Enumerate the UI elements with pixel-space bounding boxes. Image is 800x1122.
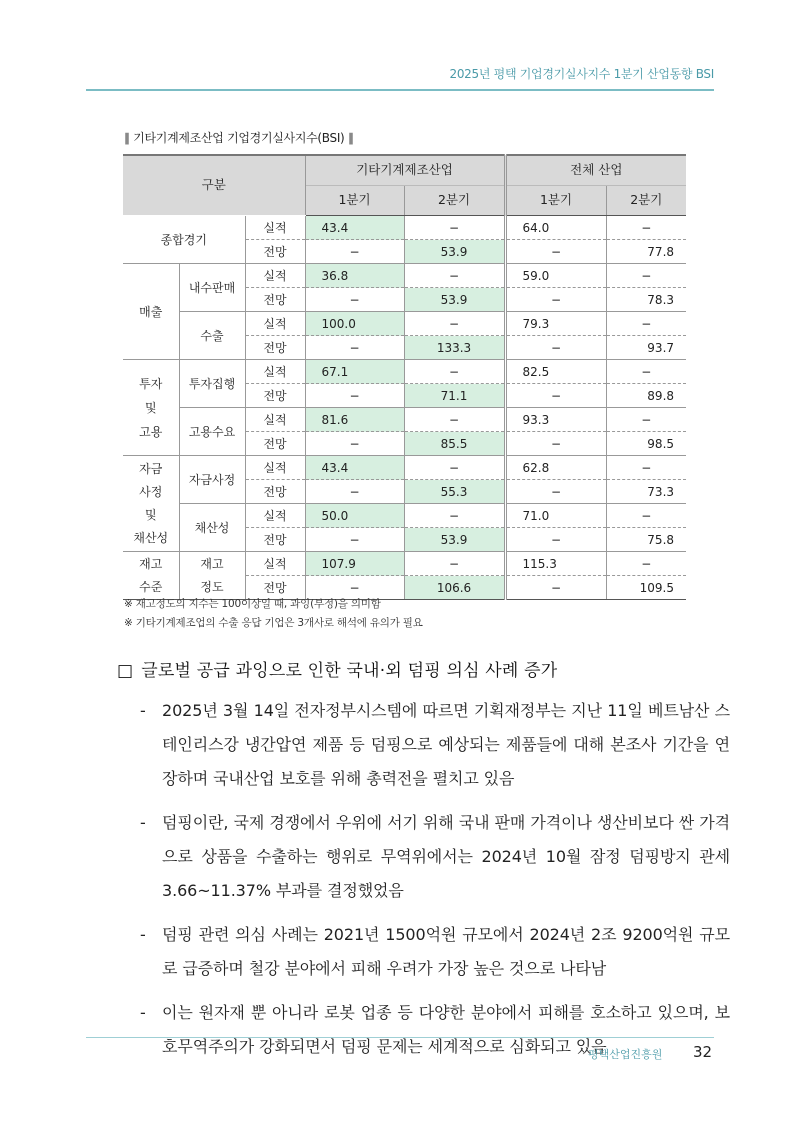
value-cell: − — [606, 360, 686, 384]
value-cell: − — [404, 456, 505, 480]
value-cell: − — [305, 576, 404, 600]
value-cell: − — [505, 480, 606, 504]
value-cell: 75.8 — [606, 528, 686, 552]
value-cell: − — [505, 528, 606, 552]
checkbox-square-icon: □ — [117, 661, 134, 681]
value-cell: 55.3 — [404, 480, 505, 504]
table-row — [123, 312, 686, 336]
row-type-forecast: 전망 — [245, 336, 305, 360]
row-type-result: 실적 — [245, 456, 305, 480]
value-cell: 43.4 — [305, 456, 404, 480]
row-type-forecast: 전망 — [245, 240, 305, 264]
group-label-line: 고용 — [139, 424, 163, 439]
value-cell: 53.9 — [404, 528, 505, 552]
row-type-forecast: 전망 — [245, 288, 305, 312]
value-cell: 53.9 — [404, 240, 505, 264]
row-type-forecast: 전망 — [245, 480, 305, 504]
row-label-domestic: 내수판매 — [179, 264, 245, 312]
value-cell: 71.1 — [404, 384, 505, 408]
group-label-line: 수준 — [139, 579, 163, 594]
row-label-employment: 고용수요 — [179, 408, 245, 456]
value-cell: 93.3 — [505, 408, 606, 432]
header-q2: 2분기 — [606, 186, 686, 216]
value-cell: 109.5 — [606, 576, 686, 600]
value-cell: 79.3 — [505, 312, 606, 336]
value-cell: 89.8 — [606, 384, 686, 408]
value-cell: − — [404, 216, 505, 240]
value-cell: 67.1 — [305, 360, 404, 384]
table-row — [123, 552, 686, 576]
table-row — [123, 408, 686, 432]
value-cell: 100.0 — [305, 312, 404, 336]
bullet-dash: - — [140, 813, 146, 832]
table-row — [123, 456, 686, 480]
table-note: ※ 재고정도의 지수는 100이상일 때, 과잉(부정)을 의미함 — [124, 598, 381, 610]
value-cell: 43.4 — [305, 216, 404, 240]
row-type-result: 실적 — [245, 408, 305, 432]
bullet-text: 덤핑이란, 국제 경쟁에서 우위에 서기 위해 국내 판매 가격이나 생산비보다 싼 가격으로 상품을 수출하는 행위로 무역위에서는 2024년 10월 잠정 덤핑방지 관세 3.66~11.37% 부과를 결정했었음 — [162, 813, 730, 900]
row-type-forecast: 전망 — [245, 432, 305, 456]
group-label-line: 투자 — [139, 376, 163, 391]
value-cell: 133.3 — [404, 336, 505, 360]
table-note: ※ 기타기계제조업의 수출 응답 기업은 3개사로 해석에 유의가 필요 — [124, 617, 423, 629]
bullet-text: 덤핑 관련 의심 사례는 2021년 1500억원 규모에서 2024년 2조 9200억원 규모로 급증하며 철강 분야에서 피해 우려가 가장 높은 것으로 나타남 — [162, 925, 730, 978]
value-cell: 78.3 — [606, 288, 686, 312]
header-divider — [86, 89, 714, 91]
bullet-dash: - — [140, 925, 146, 944]
bullet-text: 이는 원자재 뿐 아니라 로봇 업종 등 다양한 분야에서 피해를 호소하고 있으며, 보호무역주의가 강화되면서 덤핑 문제는 세계적으로 심화되고 있음 — [162, 1003, 730, 1056]
list-item — [140, 806, 730, 908]
group-label-line: 자금 — [139, 461, 163, 476]
value-cell: − — [606, 312, 686, 336]
value-cell: − — [606, 456, 686, 480]
row-group-inventory — [123, 552, 179, 600]
group-label-line: 사정 — [139, 484, 163, 499]
row-group-sales: 매출 — [123, 264, 179, 360]
row-label-fund-condition: 자금사정 — [179, 456, 245, 504]
value-cell: − — [404, 504, 505, 528]
value-cell: − — [404, 264, 505, 288]
value-cell: 50.0 — [305, 504, 404, 528]
value-cell: 59.0 — [505, 264, 606, 288]
value-cell: − — [606, 216, 686, 240]
value-cell: 36.8 — [305, 264, 404, 288]
table-notes — [124, 595, 423, 633]
row-type-result: 실적 — [245, 216, 305, 240]
value-cell: − — [404, 408, 505, 432]
value-cell: − — [305, 336, 404, 360]
value-cell: − — [505, 240, 606, 264]
header-q1: 1분기 — [505, 186, 606, 216]
row-label-profitability: 채산성 — [179, 504, 245, 552]
value-cell: 73.3 — [606, 480, 686, 504]
row-type-result: 실적 — [245, 552, 305, 576]
table-row — [123, 264, 686, 288]
list-item — [140, 694, 730, 796]
row-type-forecast: 전망 — [245, 576, 305, 600]
group-label-line: 및 — [144, 507, 157, 522]
table-row — [123, 216, 686, 240]
sub-label-line: 정도 — [200, 579, 224, 594]
header-q2: 2분기 — [404, 186, 505, 216]
value-cell: − — [305, 384, 404, 408]
header-category: 구분 — [123, 155, 305, 216]
value-cell: − — [505, 288, 606, 312]
bsi-table — [123, 154, 686, 600]
value-cell: − — [505, 384, 606, 408]
value-cell: − — [505, 432, 606, 456]
header-title: 2025년 평택 기업경기실사지수 1분기 산업동향 BSI — [449, 67, 714, 81]
row-label-export: 수출 — [179, 312, 245, 360]
footer-divider — [86, 1037, 714, 1038]
row-label-inventory-level — [179, 552, 245, 600]
value-cell: − — [305, 432, 404, 456]
row-type-result: 실적 — [245, 312, 305, 336]
value-cell: 85.5 — [404, 432, 505, 456]
value-cell: − — [305, 240, 404, 264]
value-cell: 93.7 — [606, 336, 686, 360]
value-cell: 71.0 — [505, 504, 606, 528]
header-group-all-industry: 전체 산업 — [505, 155, 686, 186]
row-type-result: 실적 — [245, 504, 305, 528]
value-cell: − — [305, 528, 404, 552]
value-cell: − — [404, 312, 505, 336]
value-cell: 81.6 — [305, 408, 404, 432]
value-cell: − — [404, 360, 505, 384]
page-number: 32 — [693, 1043, 713, 1061]
bullet-dash: - — [140, 1003, 146, 1022]
row-type-result: 실적 — [245, 264, 305, 288]
value-cell: − — [404, 552, 505, 576]
list-item — [140, 918, 730, 986]
table-caption: ∥ 기타기계제조산업 기업경기실사지수(BSI) ∥ — [124, 131, 354, 145]
value-cell: − — [606, 504, 686, 528]
group-label-line: 및 — [144, 400, 157, 415]
bullet-text: 2025년 3월 14일 전자정부시스템에 따르면 기획재정부는 지난 11일 베트남산 스테인리스강 냉간압연 제품 등 덤핑으로 예상되는 제품들에 대해 본조사 기간을 연장하며 국내산업 보호를 위해 총력전을 펼치고 있음 — [162, 701, 730, 788]
value-cell: 107.9 — [305, 552, 404, 576]
row-type-result: 실적 — [245, 360, 305, 384]
bullet-list — [140, 694, 730, 1074]
header-q1: 1분기 — [305, 186, 404, 216]
value-cell: 98.5 — [606, 432, 686, 456]
bullet-dash: - — [140, 701, 146, 720]
value-cell: 106.6 — [404, 576, 505, 600]
group-label-line: 재고 — [139, 556, 163, 571]
sub-label-line: 재고 — [200, 556, 224, 571]
header-group-machinery: 기타기계제조산업 — [305, 155, 505, 186]
value-cell: − — [606, 552, 686, 576]
row-label-composite: 종합경기 — [123, 216, 245, 264]
row-label-facility: 투자집행 — [179, 360, 245, 408]
value-cell: 82.5 — [505, 360, 606, 384]
row-type-forecast: 전망 — [245, 528, 305, 552]
table-row — [123, 504, 686, 528]
value-cell: − — [606, 408, 686, 432]
group-label-line: 채산성 — [133, 530, 169, 545]
value-cell: − — [606, 264, 686, 288]
value-cell: 64.0 — [505, 216, 606, 240]
value-cell: − — [305, 480, 404, 504]
section-heading — [117, 656, 557, 681]
footer-organization: 평택산업진흥원 — [588, 1048, 663, 1061]
value-cell: − — [505, 336, 606, 360]
value-cell: 77.8 — [606, 240, 686, 264]
row-group-investment — [123, 360, 179, 456]
value-cell: − — [305, 288, 404, 312]
value-cell: 115.3 — [505, 552, 606, 576]
section-heading-text: 글로벌 공급 과잉으로 인한 국내·외 덤핑 의심 사례 증가 — [141, 661, 558, 681]
table-row — [123, 360, 686, 384]
value-cell: 62.8 — [505, 456, 606, 480]
row-type-forecast: 전망 — [245, 384, 305, 408]
value-cell: 53.9 — [404, 288, 505, 312]
value-cell: − — [505, 576, 606, 600]
row-group-funding — [123, 456, 179, 552]
